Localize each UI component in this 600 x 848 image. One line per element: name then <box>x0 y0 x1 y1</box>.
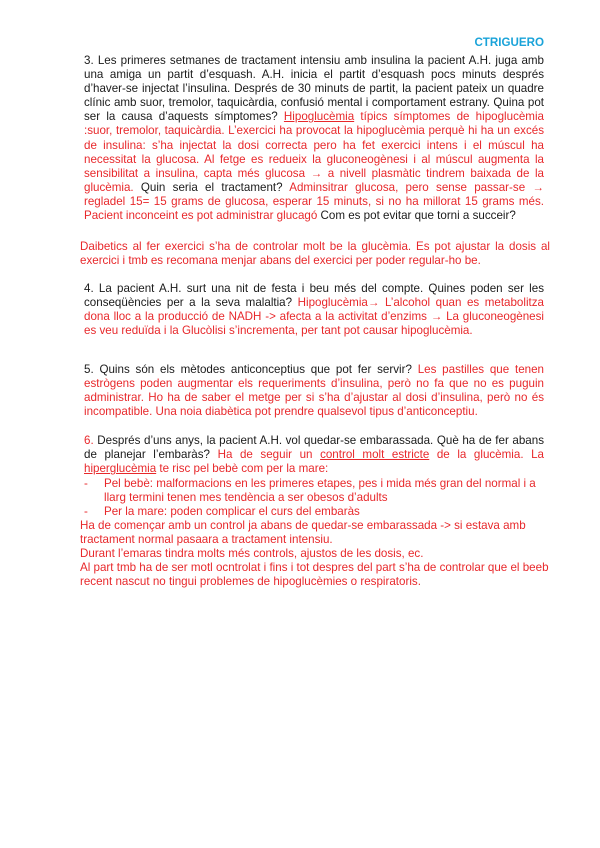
bullet-mother-dash: - <box>84 505 88 518</box>
bullet-baby-text: Pel bebè: malformacions en les primeres etapes, pes i mida més gran del normal i a llarg termini tenen mes tendència a ser obesos d’adults <box>104 477 536 505</box>
answer-3-part3: Daibetics al fer exercici s’ha de controlar molt be la glucèmia. Es pot ajustar la dosis al exercici i tmb es recomana menjar abans del exercici per poder regular-ho be. <box>80 240 550 268</box>
answer-4-text: Hipoglucèmia→ L’alcohol quan es metabolitza dona lloc a la producció de NADH -> afecta a la activitat d’enzims → La gluconeogènesi es veu reduïda i la Glucòlisi s’incrementa, per tant pot causar hipoglucèmia. <box>84 296 544 338</box>
answer-3-part2: Adminsitrar glucosa, pero sense passar-se → regladel 15= 15 grams de glucosa, esperar 15 minuts, si no ha millorat 15 grams més. Pacient inconceint es pot administrar glucagó <box>84 180 545 223</box>
answer-5-text: Les pastilles que tenen estrògens poden augmentar els requeriments d’insulina, però no fa que no es puguin administrar. Ho ha de saber el metge per si s’ha d’ajustar al dosi d’insulina, però no és incompatible. Una noia diabètica pot prendre qualsevol tipus d’anticonceptiu. <box>84 363 545 419</box>
question-3-treatment: Quin seria el tractament? <box>133 180 283 194</box>
question-4-block <box>84 282 544 338</box>
question-3-prevention: Com es pot evitar que torni a succeir? <box>317 209 516 223</box>
question-5-block <box>84 363 544 419</box>
question-4-text: 4. La pacient A.H. surt una nit de festa i beu més del compte. Quines poden ser les conseqüències per a la seva malaltia? <box>84 282 544 310</box>
bullet-mother-text: Per la mare: poden complicar el curs del embaràs <box>104 505 360 518</box>
answer-6-line2: Durant l’emaras tindra molts més controls, ajustos de les dosis, ec. <box>80 547 424 560</box>
question-5-text: 5. Quins són els mètodes anticonceptius que pot fer servir? <box>84 363 412 376</box>
question-6-text: Després d’uns anys, la pacient A.H. vol quedar-se embarassada. Què ha de fer abans de planejar l’embaràs? <box>84 434 544 462</box>
question-3-text: 3. Les primeres setmanes de tractament intensiu amb insulina la pacient A.H. juga amb una amiga un partit d’esquash. A.H. inicia el partit d’esquash pocs minuts després d’haver-se injectat l’insulina. Després de 30 minuts de partit, la pacient pateix un quadre clínic amb suor, tremolor, taquicàrdia, confusió mental i comportament estrany. Quina pot ser la causa d’aquests símptomes? <box>84 54 544 124</box>
question-6-number: 6. <box>84 434 94 447</box>
answer-6-hyperglycemia: hiperglucèmia <box>84 462 157 476</box>
answer-6-a: Ha de seguir un <box>210 448 321 462</box>
answer-6-strict-control: control molt estricte <box>320 448 430 462</box>
bullet-baby <box>84 477 544 505</box>
answer-3-part1: típics símptomes de hipoglucèmia :suor, tremolor, taquicàrdia. L’exercici ha provocat la hipoglucèmia perquè hi ha un excés de insulina: s’ha injectat la dosi correcta pero ha fet exercici intens i el múscul ha necessitat la glucosa. Al fetge es redueix la gluconeogènesi i al múscul augmenta la sensibilitat a insulina, capta més glucosa → a nivell plasmàtic tindrem baixada de la glucèmia. <box>84 110 544 194</box>
bullet-baby-dash: - <box>84 477 88 490</box>
answer-6-line3: Al part tmb ha de ser motl ocntrolat i fins i tot despres del part s’ha de controlar que el beeb recent nascut no tingui problemes de hipoglucèmies o respiratoris. <box>80 561 549 589</box>
bullet-mother <box>84 505 544 519</box>
question-3-block <box>84 54 544 223</box>
author-header: CTRIGUERO <box>474 36 544 49</box>
answer-3-hypoglycemia: Hipoglucèmia <box>283 110 355 124</box>
answer-6-line1: Ha de començar amb un control ja abans de quedar-se embarassada -> si estava amb tractament normal pasaara a tractament intensiu. <box>80 519 526 547</box>
answer-6-b: de la glucèmia. La <box>429 448 545 462</box>
question-6-block <box>84 434 544 476</box>
answer-6-c: te risc pel bebè com per la mare: <box>156 462 329 476</box>
